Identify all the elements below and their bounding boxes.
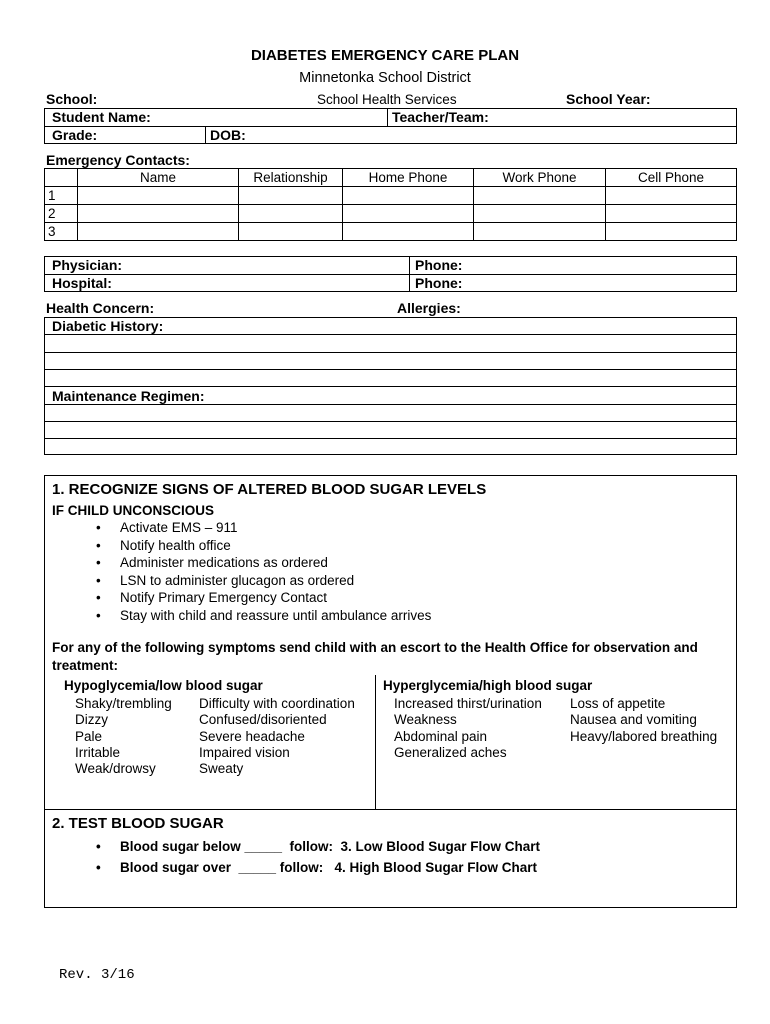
list-item: • Notify health office [96,537,431,555]
blood-sugar-test-list [96,836,540,878]
table-header-row [45,169,737,187]
table-row [45,205,737,223]
list-item: • Stay with child and reassure until ambulance arrives [96,607,431,625]
hypoglycemia-symptoms-col2 [199,696,355,777]
list-item: Dizzy [75,712,108,728]
hyperglycemia-title: Hyperglycemia/high blood sugar [383,678,593,693]
emergency-contacts-label: Emergency Contacts: [46,152,190,168]
list-item: • Blood sugar over _____ follow: 4. High Blood Sugar Flow Chart [96,857,540,878]
maintenance-regimen-label: Maintenance Regimen: [52,388,205,404]
list-item: Abdominal pain [394,728,488,744]
list-item: Pale [75,728,103,744]
district-name: Minnetonka School District [299,70,471,86]
symptoms-instruction: For any of the following symptoms send child with an escort to the Health Office for observation and treatment: [52,640,698,673]
hyperglycemia-symptoms-col1 [394,696,542,761]
list-item: • Activate EMS – 911 [96,519,431,537]
section2-heading: 2. TEST BLOOD SUGAR [52,815,224,832]
revision-note: Rev. 3/16 [59,967,135,983]
document-title: DIABETES EMERGENCY CARE PLAN [250,47,520,64]
hypoglycemia-title: Hypoglycemia/low blood sugar [64,678,263,693]
list-item: Irritable [75,744,121,760]
list-item: • LSN to administer glucagon as ordered [96,572,431,590]
row-number: 2 [45,205,78,223]
department-name: School Health Services [317,92,457,107]
list-item: Difficulty with coordination [199,696,355,711]
allergies-label: Allergies: [397,300,461,316]
hospital-phone-label: Phone: [415,275,463,291]
diabetic-history-label: Diabetic History: [52,318,164,334]
list-item: • Blood sugar below _____ follow: 3. Low Blood Sugar Flow Chart [96,836,540,857]
emergency-contacts-table [44,168,737,241]
unconscious-subheading: IF CHILD UNCONSCIOUS [52,503,214,518]
table-row [45,223,737,241]
list-item: Generalized aches [394,744,507,760]
dob-label: DOB: [210,127,246,143]
list-item: Heavy/labored breathing [570,728,718,744]
list-item: Nausea and vomiting [570,712,697,728]
list-item: Confused/disoriented [199,712,327,728]
column-header-relationship: Relationship [239,169,343,187]
physician-label: Physician: [52,257,123,273]
list-item: Shaky/trembling [75,696,172,711]
hospital-label: Hospital: [52,275,112,291]
column-header-name: Name [78,169,239,187]
school-year-label: School Year: [566,91,651,107]
list-item: • Notify Primary Emergency Contact [96,589,431,607]
table-row [45,187,737,205]
list-item: Sweaty [199,761,244,777]
list-item: Impaired vision [199,744,290,760]
row-number: 1 [45,187,78,205]
list-item: • Administer medications as ordered [96,554,431,572]
column-header [45,169,78,187]
list-item: Weak/drowsy [75,761,156,777]
row-number: 3 [45,223,78,241]
list-item: Increased thirst/urination [394,696,542,711]
health-concern-label: Health Concern: [46,300,155,316]
student-name-label: Student Name: [52,109,151,125]
hypoglycemia-symptoms-col1 [75,696,172,777]
column-header-cell-phone: Cell Phone [606,169,737,187]
list-item: Severe headache [199,728,305,744]
teacher-team-label: Teacher/Team: [392,109,489,125]
unconscious-steps-list [96,519,431,624]
list-item: Loss of appetite [570,696,666,711]
hyperglycemia-symptoms-col2 [570,696,717,745]
column-header-work-phone: Work Phone [474,169,606,187]
school-label: School: [46,91,98,107]
column-header-home-phone: Home Phone [343,169,474,187]
list-item: Weakness [394,712,457,728]
section1-heading: 1. RECOGNIZE SIGNS OF ALTERED BLOOD SUGAR LEVELS [52,481,487,498]
physician-phone-label: Phone: [415,257,463,273]
grade-label: Grade: [52,127,98,143]
